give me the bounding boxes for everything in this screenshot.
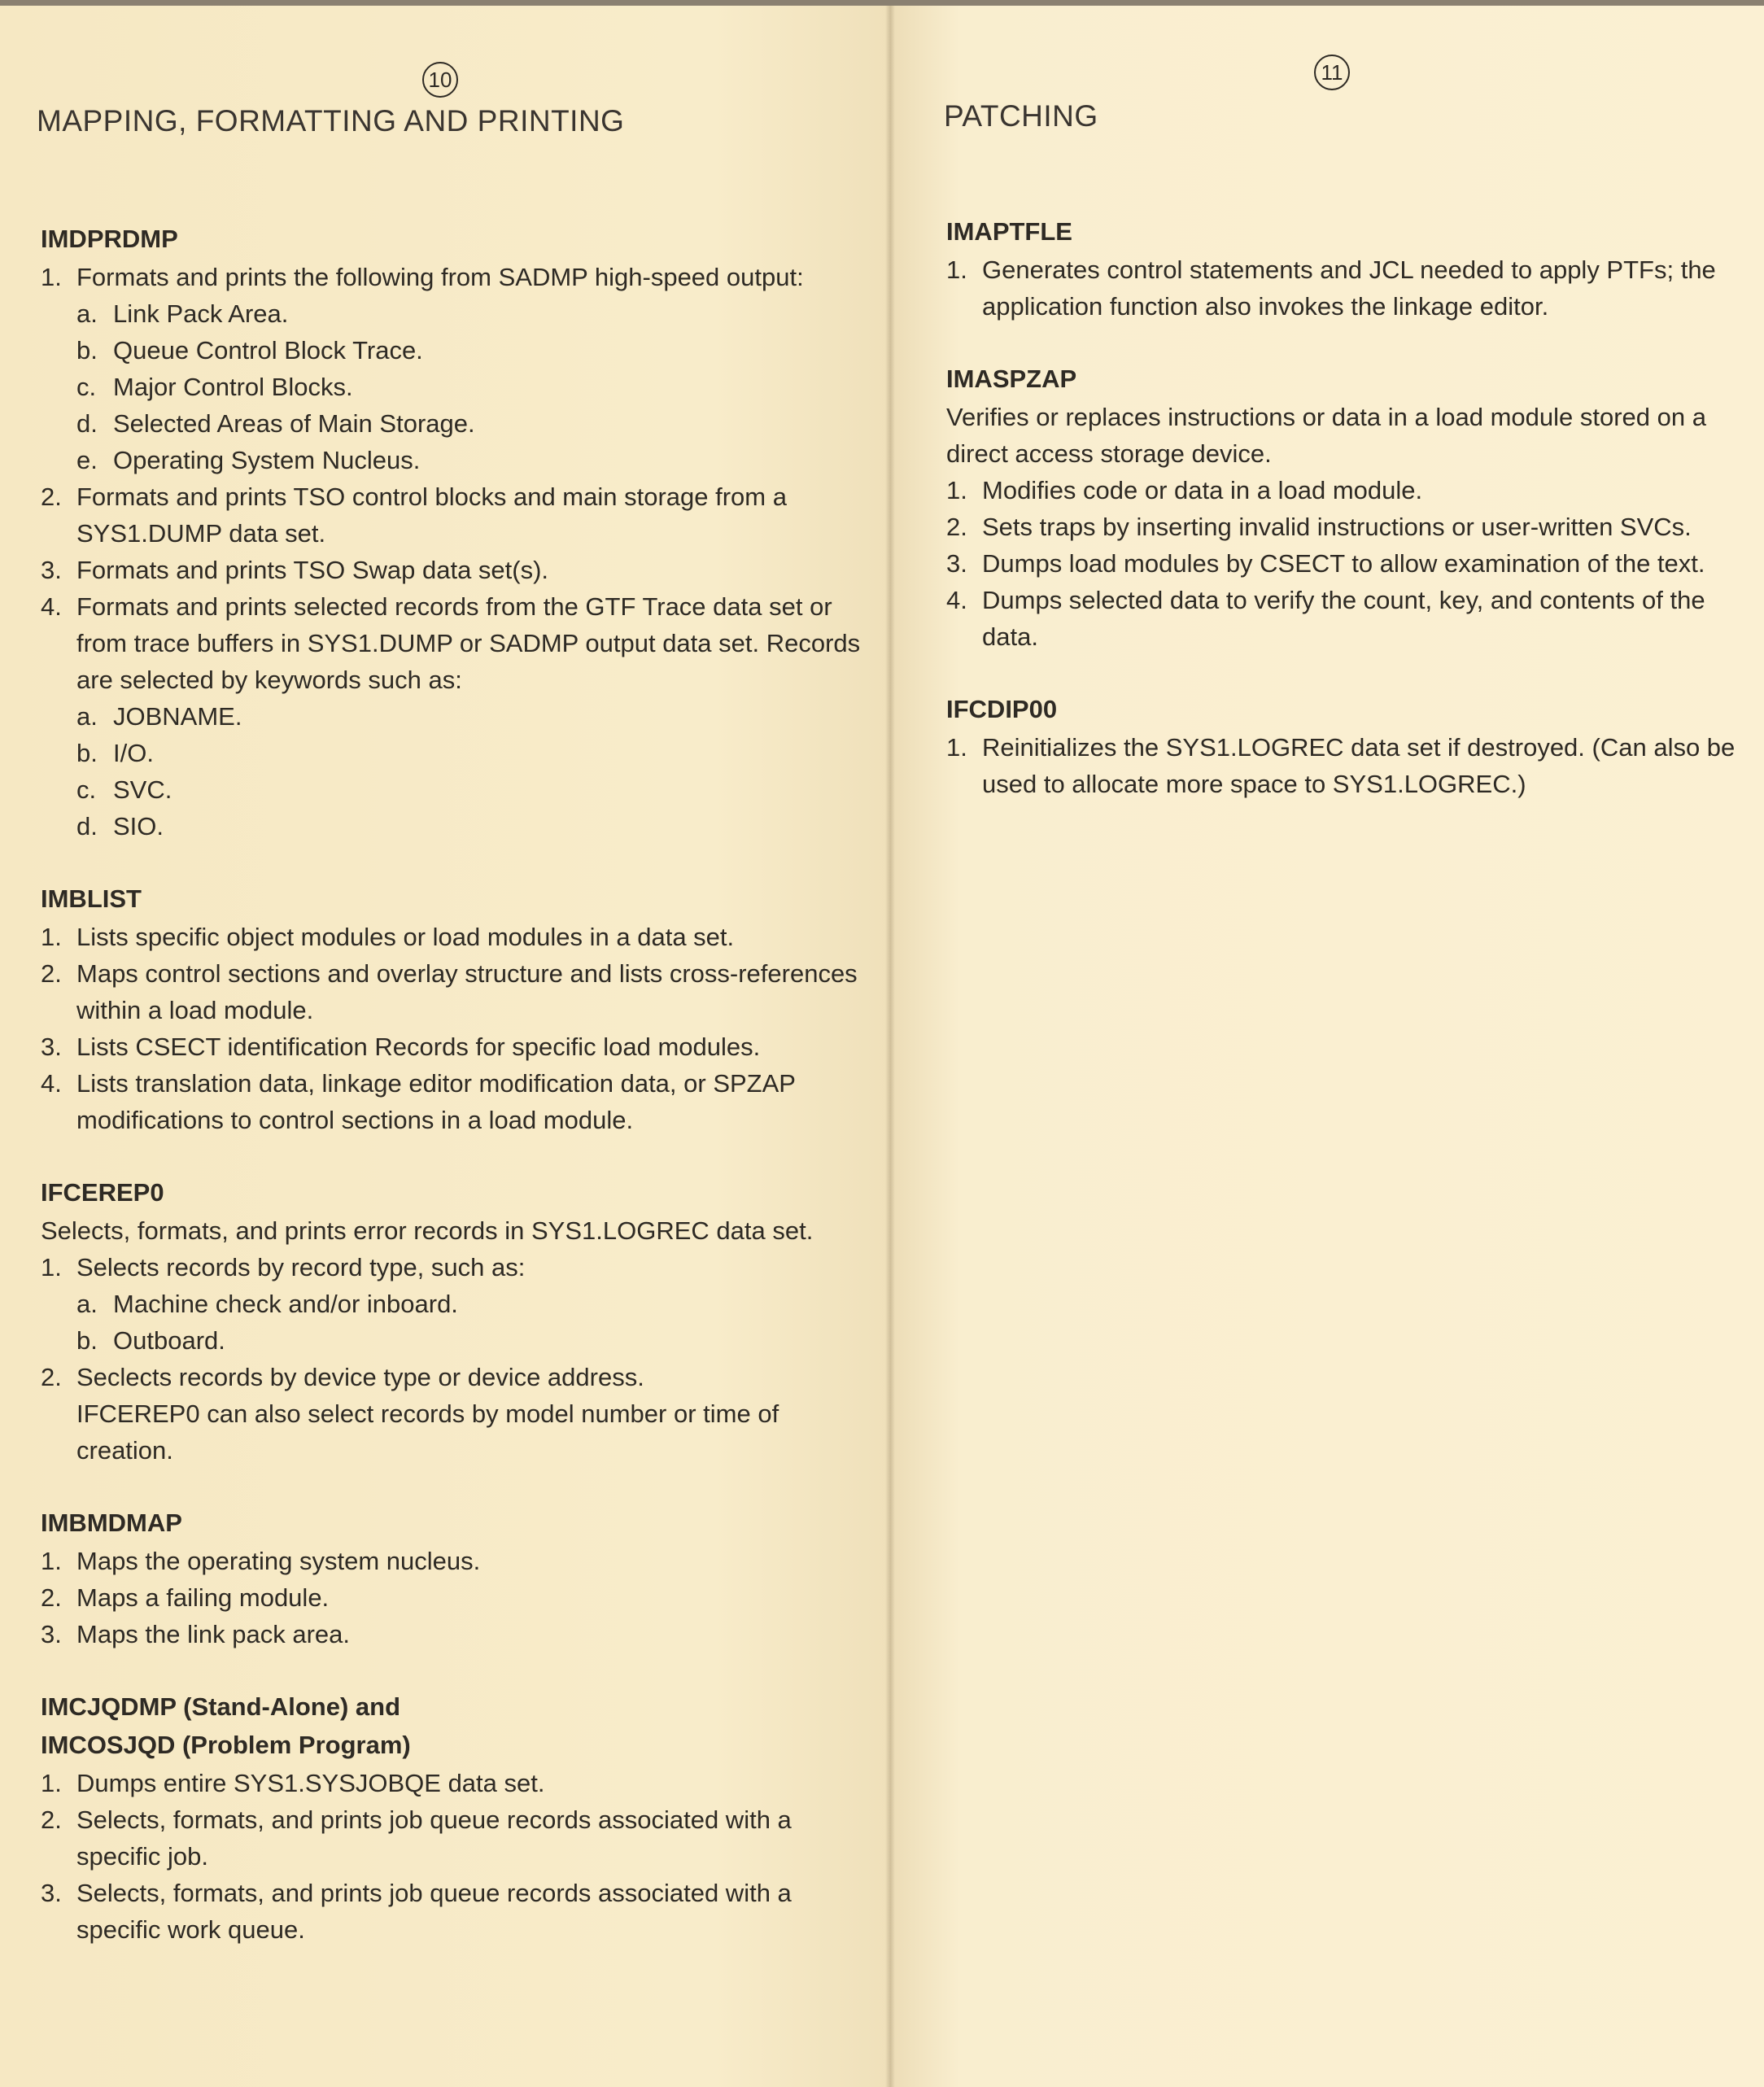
list-item [41,1543,862,1579]
item-text: SIO. [113,812,164,840]
sub-list-item [41,1286,862,1322]
list-item [946,729,1740,802]
item-text: Seclects records by device type or device address. [76,1363,644,1391]
item-number: 1. [41,1769,62,1797]
section [946,691,1740,802]
sub-list-item [41,698,862,735]
item-text: Lists CSECT identification Records for specific load modules. [76,1033,761,1061]
list-item [946,545,1740,582]
item-text: Verifies or replaces instructions or data in a load module stored on a direct access storage device. [946,403,1706,468]
item-number: 4. [41,592,62,621]
section-heading-continued: IMCOSJQD (Problem Program) [41,1731,411,1759]
item-number: 3. [41,1620,62,1648]
sub-list-item [41,1322,862,1359]
item-text: Formats and prints TSO control blocks and main storage from a SYS1.DUMP data set. [76,482,787,548]
item-text: Selects, formats, and prints job queue records associated with a specific work queue. [76,1879,792,1944]
list-item [41,1765,862,1801]
list-item [41,259,862,295]
list-item [41,1616,862,1653]
section-heading: IMASPZAP [946,365,1077,393]
item-text: Machine check and/or inboard. [113,1290,458,1318]
item-text: Selects, formats, and prints error records in SYS1.LOGREC data set. [41,1216,814,1245]
item-number: 2. [41,482,62,511]
section-heading: IMDPRDMP [41,225,178,253]
item-number: 2. [41,1363,62,1391]
item-text: Formats and prints TSO Swap data set(s). [76,556,549,584]
sub-list-item [41,295,862,332]
section-heading: IMAPTFLE [946,217,1072,246]
item-number: 1. [41,1547,62,1575]
section-heading: IMCJQDMP (Stand-Alone) and [41,1692,401,1721]
item-number: d. [76,409,98,438]
item-number: 1. [41,923,62,951]
item-number: b. [76,739,98,767]
left-page-content [41,220,862,1984]
paragraph [41,1212,862,1249]
item-number: 4. [946,586,967,614]
item-text: Lists specific object modules or load modules in a data set. [76,923,735,951]
left-page-title: MAPPING, FORMATTING AND PRINTING [37,104,625,138]
section-heading: IFCEREP0 [41,1178,164,1207]
section-heading: IMBMDMAP [41,1508,182,1537]
list-item [946,582,1740,655]
item-number: 1. [946,733,967,762]
sub-list-item [41,405,862,442]
item-number: a. [76,1290,98,1318]
item-text: Modifies code or data in a load module. [982,476,1423,504]
list-item [946,472,1740,509]
item-text: Maps a failing module. [76,1583,330,1612]
item-number: 3. [946,549,967,578]
item-number: 2. [41,1583,62,1612]
sub-list-item [41,369,862,405]
item-text: Outboard. [113,1326,225,1355]
item-text: Maps the operating system nucleus. [76,1547,481,1575]
section [41,1688,862,1948]
section [946,213,1740,325]
item-text: Maps control sections and overlay structure and lists cross-references within a load module. [76,959,858,1024]
section [41,1174,862,1469]
item-text: Dumps selected data to verify the count, key, and contents of the data. [982,586,1705,651]
page-fold [885,6,895,2087]
item-text: Generates control statements and JCL needed to apply PTFs; the application function also invokes the linkage editor. [982,255,1716,321]
item-number: 3. [41,556,62,584]
item-text: Lists translation data, linkage editor modification data, or SPZAP modifications to control sections in a load module. [76,1069,796,1134]
list-item [41,1359,862,1395]
item-text: Selects, formats, and prints job queue records associated with a specific job. [76,1805,792,1871]
item-text: I/O. [113,739,154,767]
list-item [41,1065,862,1138]
item-text: IFCEREP0 can also select records by model number or time of creation. [76,1399,779,1465]
sub-list-item [41,808,862,845]
list-item [41,1579,862,1616]
item-number: 3. [41,1879,62,1907]
item-text: Maps the link pack area. [76,1620,351,1648]
item-number: 2. [41,959,62,988]
section-heading: IFCDIP00 [946,695,1058,723]
item-text: Dumps entire SYS1.SYSJOBQE data set. [76,1769,545,1797]
item-number: a. [76,299,98,328]
item-text: Sets traps by inserting invalid instructions or user-written SVCs. [982,513,1692,541]
sub-list-item [41,771,862,808]
right-page-number: 11 [1314,55,1350,90]
list-item [41,478,862,552]
item-text: JOBNAME. [113,702,242,731]
item-number: 1. [41,1253,62,1281]
page-top-edge [0,0,1764,6]
item-text: Formats and prints the following from SADMP high-speed output: [76,263,804,291]
section [41,1504,862,1653]
item-number: b. [76,1326,98,1355]
sub-list-item [41,332,862,369]
item-text: Dumps load modules by CSECT to allow examination of the text. [982,549,1705,578]
section [946,360,1740,655]
list-item [41,1028,862,1065]
item-number: e. [76,446,98,474]
item-number: c. [76,373,97,401]
list-item [946,509,1740,545]
item-text: Operating System Nucleus. [113,446,421,474]
list-item [41,1801,862,1875]
item-number: a. [76,702,98,731]
left-page-number: 10 [422,62,458,98]
sub-list-item [41,442,862,478]
item-text: Link Pack Area. [113,299,289,328]
list-item [41,588,862,698]
sub-list-item [41,735,862,771]
list-item [41,1249,862,1286]
item-number: 1. [946,255,967,284]
item-number: 2. [946,513,967,541]
right-page-content [946,213,1740,838]
item-number: c. [76,775,97,804]
item-text: Formats and prints selected records from the GTF Trace data set or from trace buffers in SYS1.DUMP or SADMP output data set. Records are selected by keywords such as: [76,592,861,694]
right-page-title: PATCHING [944,99,1098,133]
list-item [946,251,1740,325]
item-number: 1. [946,476,967,504]
item-number: 2. [41,1805,62,1834]
section-heading: IMBLIST [41,884,142,913]
item-text: Queue Control Block Trace. [113,336,423,365]
list-item [41,1875,862,1948]
item-number: d. [76,812,98,840]
paragraph [41,1395,862,1469]
item-text: SVC. [113,775,172,804]
item-text: Selected Areas of Main Storage. [113,409,475,438]
item-number: b. [76,336,98,365]
item-number: 4. [41,1069,62,1098]
item-text: Major Control Blocks. [113,373,353,401]
item-text: Reinitializes the SYS1.LOGREC data set if destroyed. (Can also be used to allocate more space to SYS1.LOGREC.) [982,733,1736,798]
item-text: Selects records by record type, such as: [76,1253,526,1281]
section [41,880,862,1138]
list-item [41,955,862,1028]
list-item [41,552,862,588]
item-number: 1. [41,263,62,291]
list-item [41,919,862,955]
section [41,220,862,845]
paragraph [946,399,1740,472]
item-number: 3. [41,1033,62,1061]
